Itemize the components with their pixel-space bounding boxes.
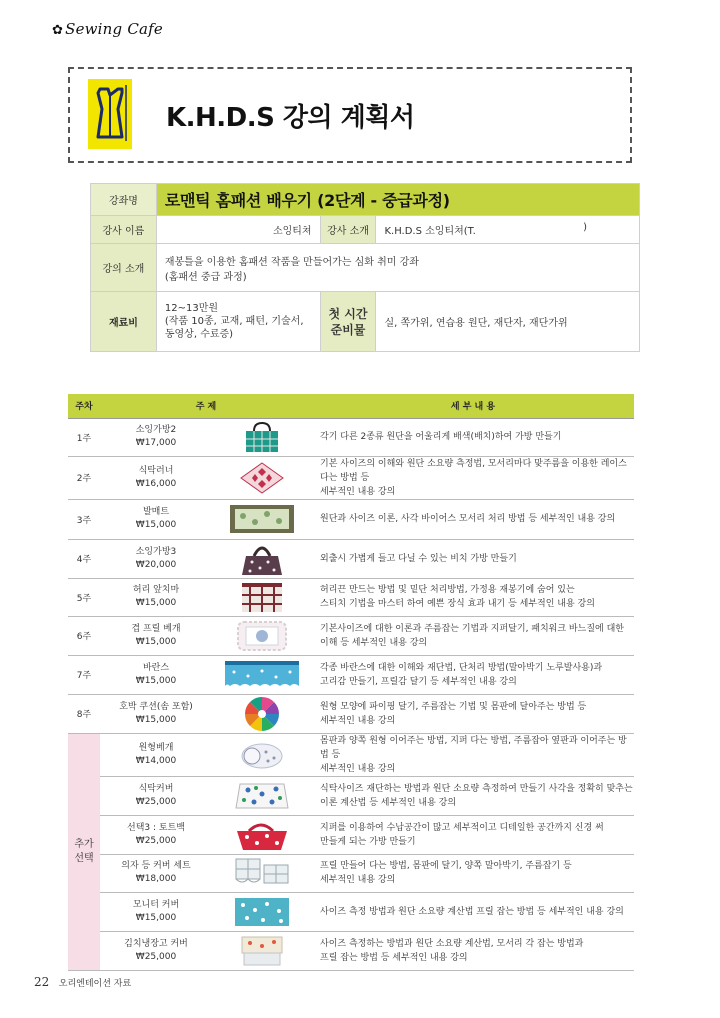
course-intro: 재봉틀을 이용한 홈패션 작품을 만들어가는 심화 취미 강좌 (홈패션 중급 과정) bbox=[156, 244, 639, 292]
schedule-table bbox=[68, 394, 634, 971]
brand-logo: ✿ Sewing Cafe bbox=[52, 20, 163, 38]
topic-header: 주 제 bbox=[100, 394, 312, 418]
apron-image bbox=[212, 578, 312, 616]
tote-bag-red-image bbox=[212, 815, 312, 854]
doc-title: K.H.D.S 강의 계획서 bbox=[166, 103, 415, 133]
bath-mat-image bbox=[212, 499, 312, 539]
table-row: 2주 식탁러너 ₩16,000 기본 사이즈의 이해와 원단 소요량 측정법, 모서리마다 맞주름을 이용한 레이스 다는 방법 등 세부적인 내용 강의 bbox=[68, 456, 634, 499]
chair-cover-image bbox=[212, 854, 312, 892]
table-row: 5주 허리 앞치마 ₩15,000 허리끈 만드는 방법 및 밑단 처리방법, 가정용 재봉기에 숨어 있는 스티치 기법을 마스터 하여 예쁜 장식 효과 내기 등 세부적인 내용 강의 bbox=[68, 578, 634, 616]
footer-text: 오리엔테이션 자료 bbox=[58, 979, 132, 989]
table-row: 6주 겹 프릴 베개 ₩15,000 기본사이즈에 대한 이론과 주름잡는 기법과 지퍼달기, 패치워크 바느질에 대한 이해 등 세부적인 내용 강의 bbox=[68, 616, 634, 655]
frill-pillow-image bbox=[212, 616, 312, 655]
table-row: 선택3 : 토트백 ₩25,000 지퍼를 이용하여 수납공간이 많고 세부적이고 디테일한 공간까지 신경 써 만들게 되는 가방 만들기 bbox=[68, 815, 634, 854]
table-row: 4주 소잉가방3 ₩20,000 외출시 가볍게 들고 다닐 수 있는 비치 가방 만들기 bbox=[68, 539, 634, 578]
pumpkin-cushion-image bbox=[212, 694, 312, 733]
round-pillow-image bbox=[212, 733, 312, 776]
valance-image bbox=[212, 655, 312, 694]
dress-form-icon bbox=[88, 79, 132, 149]
page-footer bbox=[34, 975, 131, 989]
extra-label: 추가 선택 bbox=[68, 733, 100, 970]
first-prep-label: 첫 시간 준비물 bbox=[320, 292, 376, 352]
beach-bag-image bbox=[212, 539, 312, 578]
table-row: 모니터 커버 ₩15,000 사이즈 측정 방법과 원단 소요량 계산법 프릴 잡는 방법 등 세부적인 내용 강의 bbox=[68, 892, 634, 931]
monitor-cover-image bbox=[212, 892, 312, 931]
title-box bbox=[68, 67, 632, 163]
course-name: 로맨틱 홈패션 배우기 (2단계 - 중급과정) bbox=[156, 184, 639, 216]
material-label: 재료비 bbox=[91, 292, 157, 352]
instructor-intro: K.H.D.S 소잉티쳐(T. ) bbox=[376, 216, 640, 244]
table-row: 3주 발매트 ₩15,000 원단과 사이즈 이론, 사각 바이어스 모서리 처리 방법 등 세부적인 내용 강의 bbox=[68, 499, 634, 539]
table-row: 8주 호박 쿠션(솜 포함) ₩15,000 원형 모양에 파이핑 달기, 주름잡는 기법 및 몸판에 달아주는 방법 등 세부적인 내용 강의 bbox=[68, 694, 634, 733]
flower-icon: ✿ bbox=[52, 23, 64, 38]
table-row: 김치냉장고 커버 ₩25,000 사이즈 측정하는 방법과 원단 소요량 계산법, 모서리 각 잡는 방법과 프릴 잡는 방법 등 세부적인 내용 강의 bbox=[68, 931, 634, 970]
course-info-table bbox=[90, 183, 640, 352]
instructor-label: 강사 이름 bbox=[91, 216, 157, 244]
table-row: 의자 등 커버 세트 ₩18,000 프릴 만들어 다는 방법, 몸판에 달기, 양쪽 말아박기, 주름잡기 등 세부적인 내용 강의 bbox=[68, 854, 634, 892]
first-prep-value: 실, 쪽가위, 연습용 원단, 재단자, 재단가위 bbox=[376, 292, 640, 352]
table-row: 7주 바란스 ₩15,000 각종 바란스에 대한 이해와 재단법, 단처리 방법(말아박기 노루발사용)과 고리감 만들기, 프릴감 달기 등 세부적인 내용 강의 bbox=[68, 655, 634, 694]
course-intro-label: 강의 소개 bbox=[91, 244, 157, 292]
detail-header: 세 부 내 용 bbox=[312, 394, 634, 418]
instructor-intro-label: 강사 소개 bbox=[320, 216, 376, 244]
instructor-name: 소잉티쳐 bbox=[156, 216, 320, 244]
kimchi-fridge-cover-image bbox=[212, 931, 312, 970]
tote-bag-image bbox=[212, 418, 312, 456]
table-row: 추가 선택 원형베개 ₩14,000 몸판과 양쪽 원형 이어주는 방법, 지퍼 다는 방법, 주름잡아 옆판과 이어주는 방법 등 세부적인 내용 강의 bbox=[68, 733, 634, 776]
table-runner-image bbox=[212, 456, 312, 499]
material-value: 12~13만원 (작품 10종, 교재, 패턴, 기술서, 동영상, 수료증) bbox=[156, 292, 320, 352]
week-header: 주차 bbox=[68, 394, 100, 418]
course-label: 강좌명 bbox=[91, 184, 157, 216]
page-number: 22 bbox=[34, 975, 50, 989]
table-row: 식탁커버 ₩25,000 식탁사이즈 재단하는 방법과 원단 소요량 측정하여 만들기 사각을 정확히 맞추는 이론 계산법 등 세부적인 내용 강의 bbox=[68, 776, 634, 815]
table-row: 1주 소잉가방2 ₩17,000 각기 다른 2종류 원단을 어울리게 배색(배치)하여 가방 만들기 bbox=[68, 418, 634, 456]
table-cover-image bbox=[212, 776, 312, 815]
